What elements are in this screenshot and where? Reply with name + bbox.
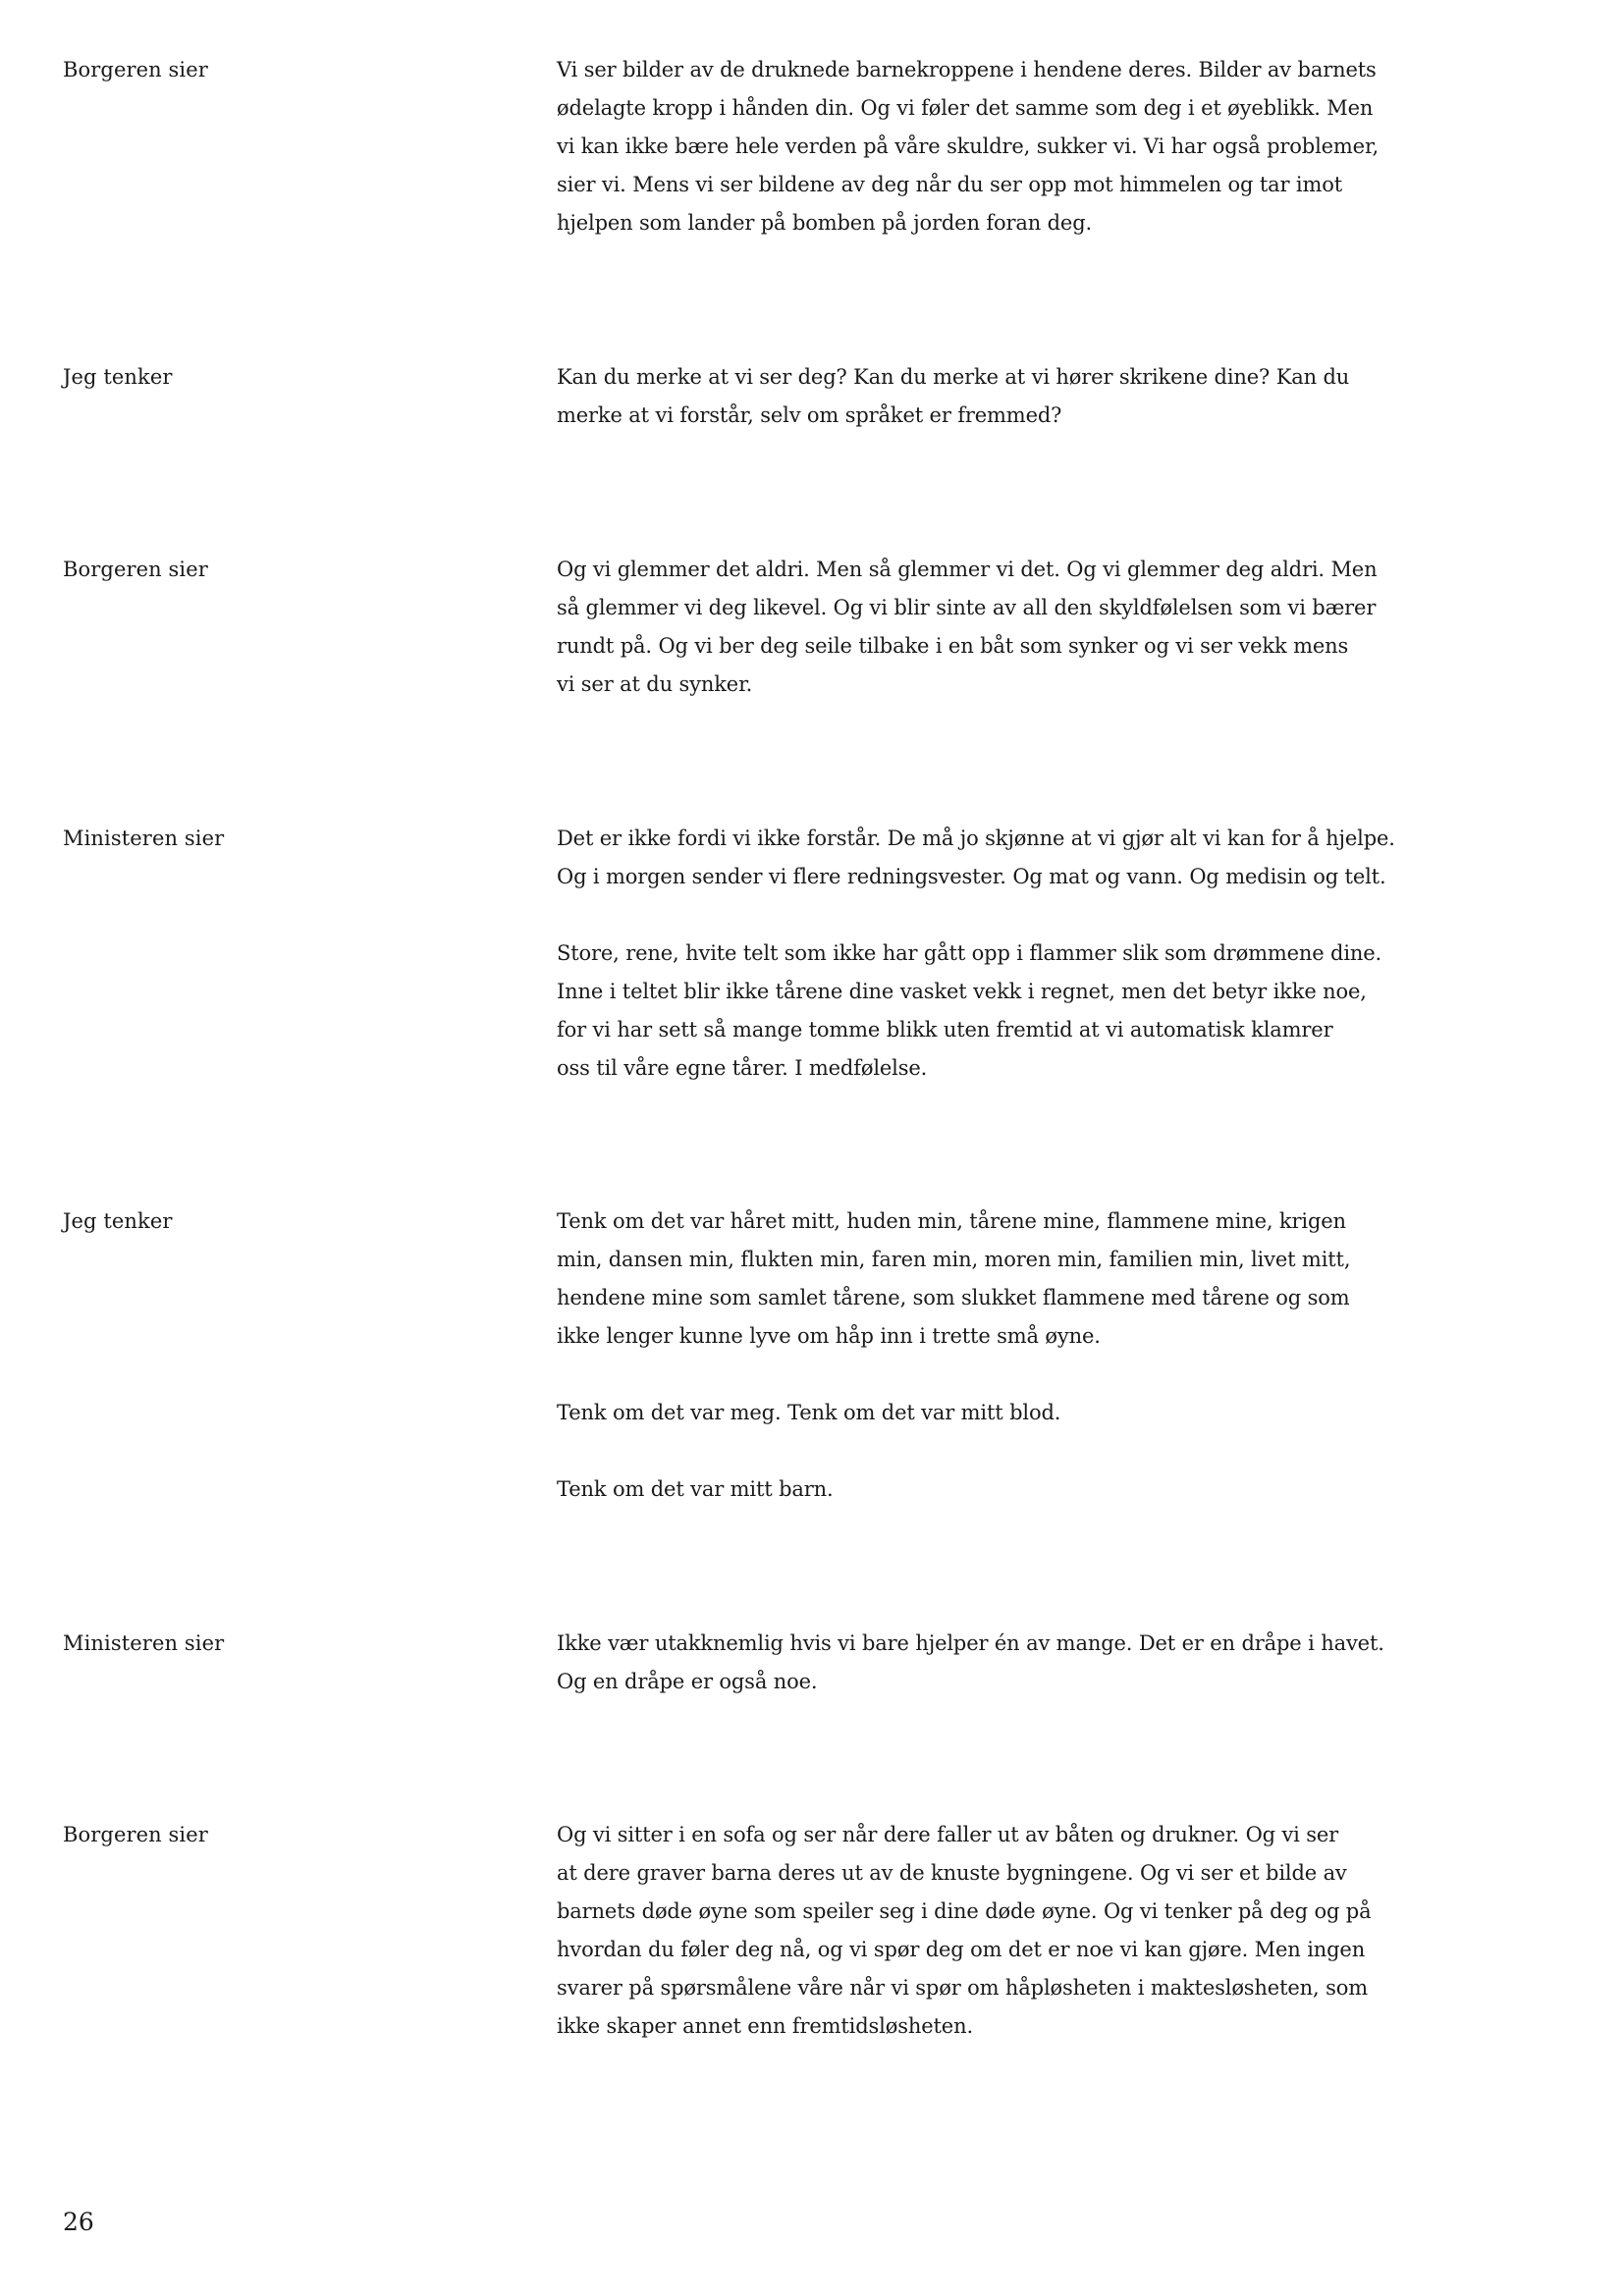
exchange-text [557, 51, 1519, 242]
paragraph [557, 1816, 1519, 2046]
text-line: ikke lenger kunne lyve om håp inn i trette små øyne. [557, 1324, 1101, 1348]
text-line: Og en dråpe er også noe. [557, 1670, 818, 1693]
text-line: ikke skaper annet enn fremtidsløsheten. [557, 2014, 973, 2038]
text-line: rundt på. Og vi ber deg seile tilbake i en båt som synker og vi ser vekk mens [557, 634, 1349, 658]
paragraph [557, 1470, 1519, 1509]
text-line: hendene mine som samlet tårene, som slukket flammene med tårene og som [557, 1286, 1350, 1309]
text-line: Tenk om det var mitt barn. [557, 1477, 834, 1501]
speaker-label: Borgeren sier [63, 1823, 208, 1846]
text-line: så glemmer vi deg likevel. Og vi blir sinte av all den skyldfølelsen som vi bærer [557, 596, 1377, 619]
text-line: Kan du merke at vi ser deg? Kan du merke at vi hører skrikene dine? Kan du [557, 365, 1350, 389]
paragraph [557, 551, 1519, 704]
speaker-label: Borgeren sier [63, 558, 208, 581]
speaker-label: Ministeren sier [63, 1631, 225, 1655]
paragraph [557, 358, 1519, 435]
exchange-text [557, 820, 1519, 1088]
paragraph [557, 820, 1519, 896]
text-line: merke at vi forstår, selv om språket er fremmed? [557, 403, 1062, 427]
text-line: svarer på spørsmålene våre når vi spør om håpløsheten i maktesløsheten, som [557, 1976, 1368, 2000]
paragraph [557, 934, 1519, 1088]
text-line: Inne i teltet blir ikke tårene dine vasket vekk i regnet, men det betyr ikke noe, [557, 980, 1367, 1003]
speaker-label: Jeg tenker [63, 365, 173, 389]
speaker-label: Ministeren sier [63, 827, 225, 850]
text-line: Tenk om det var håret mitt, huden min, tårene mine, flammene mine, krigen [557, 1209, 1346, 1233]
text-line: vi ser at du synker. [557, 672, 753, 696]
exchange-text [557, 1625, 1519, 1701]
text-line: at dere graver barna deres ut av de knuste bygningene. Og vi ser et bilde av [557, 1861, 1347, 1885]
text-line: Ikke vær utakknemlig hvis vi bare hjelper én av mange. Det er en dråpe i havet. [557, 1631, 1384, 1655]
exchange-text [557, 358, 1519, 435]
exchange-text [557, 1816, 1519, 2046]
page-number: 26 [63, 2208, 94, 2236]
text-line: barnets døde øyne som speiler seg i dine døde øyne. Og vi tenker på deg og på [557, 1899, 1372, 1923]
exchange-text [557, 551, 1519, 704]
exchange-text [557, 1202, 1519, 1509]
text-line: oss til våre egne tårer. I medfølelse. [557, 1056, 928, 1080]
text-line: Det er ikke fordi vi ikke forstår. De må jo skjønne at vi gjør alt vi kan for å hjelpe. [557, 827, 1395, 850]
text-line: vi kan ikke bære hele verden på våre skuldre, sukker vi. Vi har også problemer, [557, 134, 1380, 158]
text-line: Vi ser bilder av de druknede barnekroppene i hendene deres. Bilder av barnets [557, 58, 1377, 81]
paragraph [557, 1625, 1519, 1701]
speaker-label: Borgeren sier [63, 58, 208, 81]
text-line: Og i morgen sender vi flere redningsvester. Og mat og vann. Og medisin og telt. [557, 865, 1386, 888]
text-line: min, dansen min, flukten min, faren min, moren min, familien min, livet mitt, [557, 1248, 1351, 1271]
paragraph [557, 1394, 1519, 1432]
text-line: Tenk om det var meg. Tenk om det var mitt blod. [557, 1401, 1061, 1424]
text-line: sier vi. Mens vi ser bildene av deg når du ser opp mot himmelen og tar imot [557, 173, 1342, 196]
paragraph [557, 51, 1519, 242]
text-line: Og vi sitter i en sofa og ser når dere faller ut av båten og drukner. Og vi ser [557, 1823, 1339, 1846]
text-line: hjelpen som lander på bomben på jorden foran deg. [557, 211, 1093, 235]
text-line: ødelagte kropp i hånden din. Og vi føler det samme som deg i et øyeblikk. Men [557, 96, 1374, 120]
paragraph [557, 1202, 1519, 1356]
text-line: Store, rene, hvite telt som ikke har gått opp i flammer slik som drømmene dine. [557, 941, 1382, 965]
speaker-label: Jeg tenker [63, 1209, 173, 1233]
text-line: Og vi glemmer det aldri. Men så glemmer vi det. Og vi glemmer deg aldri. Men [557, 558, 1378, 581]
text-line: hvordan du føler deg nå, og vi spør deg om det er noe vi kan gjøre. Men ingen [557, 1938, 1366, 1961]
text-line: for vi har sett så mange tomme blikk uten fremtid at vi automatisk klamrer [557, 1018, 1333, 1041]
